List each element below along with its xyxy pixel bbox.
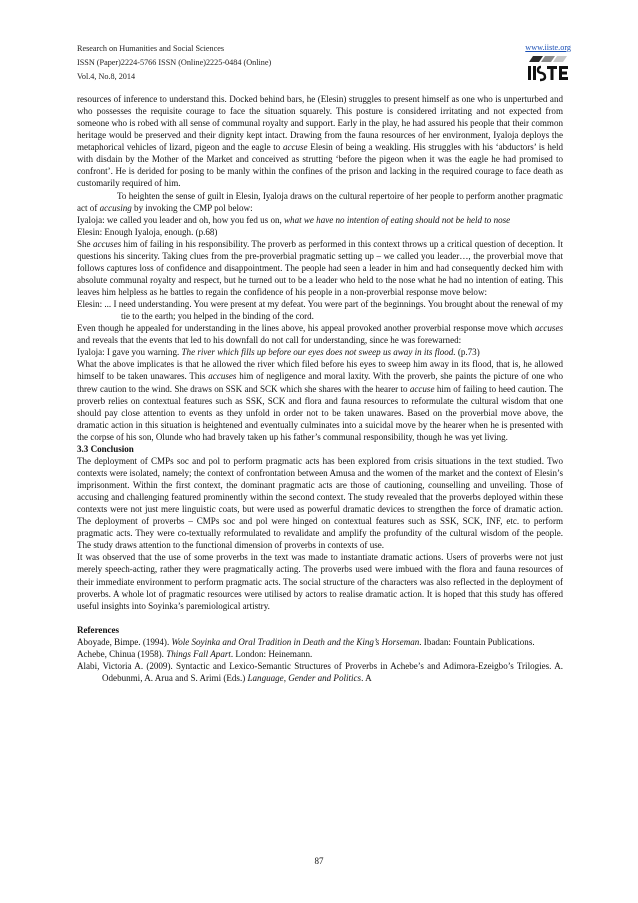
reference-entry: Alabi, Victoria A. (2009). Syntactic and Lexico-Semantic Structures of Proverbs in Achebe’s and Adimora-Ezeigbo’s Trilogies. A. Odebunmi, A. Arua and S. Arimi (Eds.) Language, Gender and Politics. A — [77, 660, 563, 683]
paragraph: What the above implicates is that he allowed the river which filed before his eyes to sweep him away in its flood, that is, he allowed himself to be taken unawares. This accuses him of negligence and moral laxity. With the proverb, she paints the picture of one who threw caution to the wind. She draws on SSK and SCK which she shares with the hearer to accuse him of failing to heed caution. The proverb relies on contextual features such as SSK, SCK and flora and fauna resources to reformulate the cultural wisdom that one should pay close attention to events as they unfold in order not to be taken unawares. Based on the proverbial move above, the dramatic action in this situation is heightened and eventually culminates into a suicidal move by the hearer when he is presented with the corpse of his son, Olunde who had bravely taken up his father’s communal responsibility, though he was yet living. — [77, 359, 563, 442]
reference-entry: Aboyade, Bimpe. (1994). Wole Soyinka and Oral Tradition in Death and the King’s Horseman. Ibadan: Fountain Publications. — [77, 636, 535, 647]
quote-elesin: Elesin: ... I need understanding. You were present at my defeat. You were part of the beginnings. You brought about the renewal of my tie to the earth; you helped in the binding of the cord. — [77, 299, 563, 322]
paragraph: Even though he appealed for understanding in the lines above, his appeal provoked another proverbial response move which accuses and reveals that the events that led to his downfall do not call for understanding, since he was forewarned: — [77, 323, 563, 346]
quote-elesin: Elesin: Enough Iyaloja, enough. (p.68) — [77, 226, 218, 237]
page-number: 87 — [314, 856, 324, 866]
iiste-logo-icon — [525, 54, 571, 84]
paragraph: resources of inference to understand this. Docked behind bars, he (Elesin) struggles to present himself as one who is unperturbed and who possesses the requisite courage to face the situation squarely. This posture is considered irritating and not expected from someone who is robed with all sense of communal royalty and support. Early in the play, he had assured his people that their common heritage would be preserved and their dignity kept intact. Drawing from the fauna resources of her environment, Iyaloja deploys the metaphorical vehicles of lizard, pigeon and the eagle to accuse Elesin of being a weakling. His struggles with his ‘abductors’ is held with disdain by the Mother of the Market and conceived as strutting ‘before the pigeon when it was the eagle he had promised to confront’. He is derided for posing to be manly within the confines of the prison and lacking in the required courage to face death as customarily required of him. — [77, 94, 564, 189]
section-heading: 3.3 Conclusion — [77, 443, 134, 454]
paragraph: The deployment of CMPs soc and pol to perform pragmatic acts has been explored from crisis situations in the text studied. Two contexts were isolated, namely; the context of confrontation between Amusa and the women of the market and the context of Elesin’s imprisonment. Within the first context, the dominant pragmatic acts are those of cautioning, counselling and unveiling. Those of accusing and challenging featured prominently within the second context. The study revealed that the proverbs deployed within these contexts were not just mere linguistic coats, but were used as powerful dramatic devices to strengthen the force of dramatic action. The deployment of proverbs – CMPs soc and pol were hinged on contextual features such as SSK, SCK, INF, etc. to perform pragmatic acts. They were co-textually reformulated to revalidate and amplify the profundity of the cultural wisdom of the people. The study draws attention to the functional dimension of proverbs in contexts of use. — [77, 455, 563, 551]
journal-url-link[interactable]: www.iiste.org — [525, 43, 571, 52]
paragraph: To heighten the sense of guilt in Elesin, Iyaloja draws on the cultural repertoire of her people to perform another pragmatic act of accusing by invoking the CMP pol below: — [77, 190, 563, 213]
paragraph: It was observed that the use of some proverbs in the text was made to instantiate dramatic actions. Users of proverbs were not just merely speech-acting, rather they were pragmatically acting. The proverbs used were imbued with the flora and fauna resources of their immediate environment to perform pragmatic acts. The social structure of the characters was also reflected in the deployment of proverbs. A whole lot of pragmatic resources were utilised by actors to realise dramatic action. It is hoped that this study has offered useful insights into Soyinka’s paremiological artistry. — [77, 552, 563, 611]
quote-iyaloja: Iyaloja: we called you leader and oh, how you fed us on, what we have no intention of eating should not be held to nose — [77, 214, 511, 225]
reference-entry: Achebe, Chinua (1958). Things Fall Apart. London: Heinemann. — [77, 648, 313, 659]
volume-line: Vol.4, No.8, 2014 — [77, 72, 136, 81]
paragraph: She accuses him of failing in his responsibility. The proverb as performed in this context throws up a critical question of deception. It questions his sincerity. Taking clues from the pre-proverbial pragmatic setting up – we called you leader…, the proverbial move that follows captures loss of confidence and disappointment. The people had seen a leader in him and had consequently decked him with absolute communal royalty and respect, but he turned out to be a leader who held to the nose what he had no intention of eating. This leaves him helpless as he battles to regain the confidence of his people in a non-proverbial response move below: — [77, 238, 563, 297]
journal-title: Research on Humanities and Social Sciences — [77, 44, 225, 53]
quote-iyaloja: Iyaloja: I gave you warning. The river which fills up before our eyes does not sweep us away in its flood. (p.73) — [77, 347, 480, 358]
references-heading: References — [77, 624, 120, 635]
article-body — [77, 93, 563, 684]
issn-line: ISSN (Paper)2224-5766 ISSN (Online)2225-0484 (Online) — [77, 58, 272, 67]
